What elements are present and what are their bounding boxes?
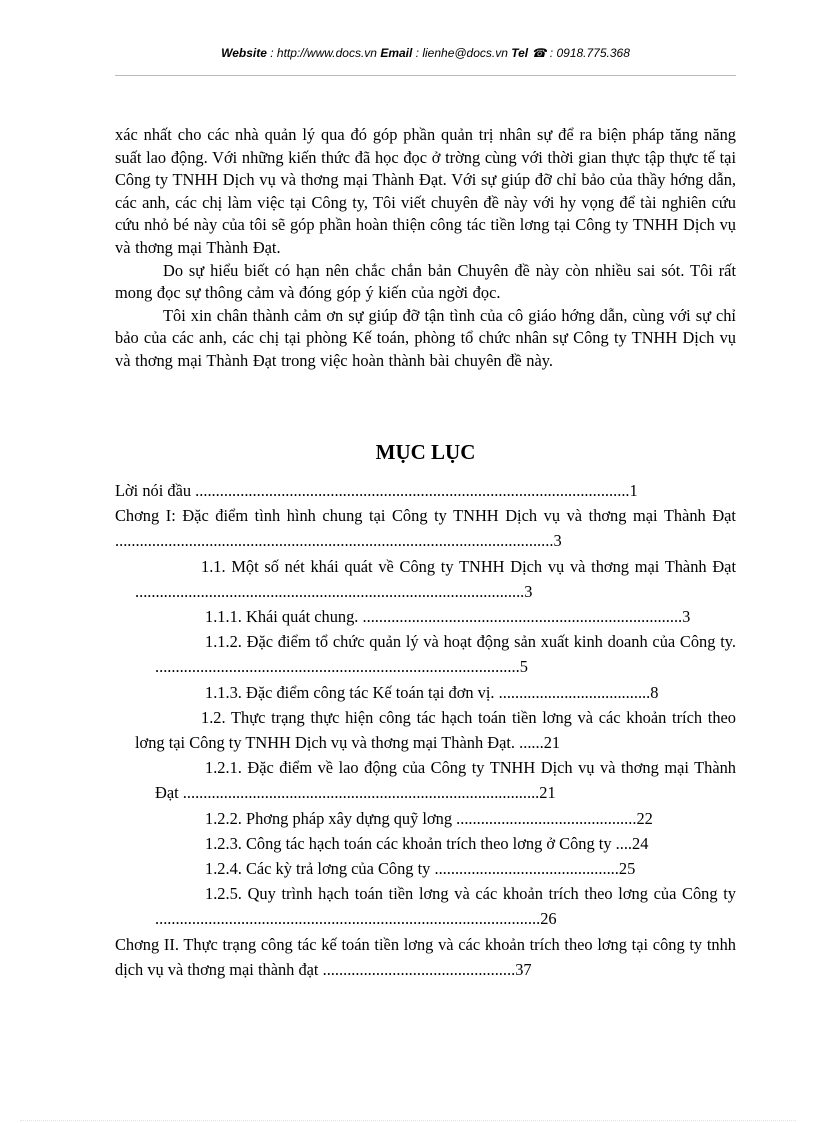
toc-entry[interactable]: 1.2.4. Các kỳ trả lơng của Công ty .............................................25 <box>205 859 636 879</box>
body-text <box>115 124 736 373</box>
table-of-contents <box>115 478 736 982</box>
paragraph-3: Tôi xin chân thành cảm ơn sự giúp đỡ tận tình của cô giáo hớng dẫn, cùng với sự chỉ bảo của các anh, các chị tại phòng Kế toán, phòng tổ chức nhân sự Công ty TNHH Dịch vụ và thơng mại Thành Đạt trong việc hoàn thành bài chuyên đề này. <box>115 305 736 370</box>
website-label: Website <box>221 46 267 60</box>
toc-entry[interactable]: 1.1.3. Đặc điểm công tác Kế toán tại đơn vị. .....................................8 <box>205 682 659 702</box>
paragraph-1: xác nhất cho các nhà quản lý qua đó góp phần quản trị nhân sự để ra biện pháp tăng năng suất lao động. Với những kiến thức đã học đọc ở trờng cùng với thời gian thực tập thực tế tại Công ty TNHH Dịch vụ và thơng mại Thành Đạt. Với sự giúp đỡ chỉ bảo của thầy hớng dẫn, các anh, các chị làm việc tại Công ty, Tôi viết chuyên đề này với hy vọng để tài nghiên cứu cứu nhỏ bé này của tôi sẽ góp phần hoàn thiện công tác tiền lơng tại Công ty TNHH Dịch vụ và thơng mại Thành Đạt. <box>115 125 736 257</box>
toc-entry[interactable]: Chơng I: Đặc điểm tình hình chung tại Công ty TNHH Dịch vụ và thơng mại Thành Đạt ...........................................................................................................3 <box>115 506 736 551</box>
toc-entry[interactable]: Lời nói đầu ..........................................................................................................1 <box>115 481 638 500</box>
toc-entry[interactable]: 1.2.5. Quy trình hạch toán tiền lơng và các khoản trích theo lơng của Công ty ..............................................................................................26 <box>155 884 736 929</box>
toc-entry[interactable]: 1.2. Thực trạng thực hiện công tác hạch toán tiền lơng và các khoản trích theo lơng tại Công ty TNHH Dịch vụ và thơng mại Thành Đạt. ......21 <box>135 707 736 753</box>
email-value: : lienhe@docs.vn <box>415 46 508 60</box>
page-header <box>115 46 736 60</box>
website-value: : http://www.docs.vn <box>270 46 377 60</box>
toc-entry[interactable]: Chơng II. Thực trạng công tác kế toán tiền lơng và các khoản trích theo lơng tại công ty tnhh dịch vụ và thơng mại thành đạt ...............................................37 <box>115 934 736 979</box>
toc-entry[interactable]: 1.1.1. Khái quát chung. ..............................................................................3 <box>205 607 691 627</box>
toc-entry[interactable]: 1.2.3. Công tác hạch toán các khoản trích theo lơng ở Công ty ....24 <box>205 833 649 853</box>
toc-entry[interactable]: 1.1. Một số nét khái quát về Công ty TNHH Dịch vụ và thơng mại Thành Đạt ...............................................................................................3 <box>135 556 736 601</box>
paragraph-2: Do sự hiểu biết có hạn nên chắc chắn bản Chuyên đề này còn nhiều sai sót. Tôi rất mong đọc sự thông cảm và đóng góp ý kiến của ngời đọc. <box>115 260 736 303</box>
toc-title: MỤC LỤC <box>375 440 476 464</box>
toc-entry[interactable]: 1.2.2. Phơng pháp xây dựng quỹ lơng ............................................22 <box>205 808 653 828</box>
email-label: Email <box>380 46 413 60</box>
toc-entry[interactable]: 1.1.2. Đặc điểm tổ chức quản lý và hoạt động sản xuất kinh doanh của Công ty. .........................................................................................5 <box>155 632 736 677</box>
phone-icon: ☎ <box>531 46 547 60</box>
tel-label: Tel <box>511 46 529 60</box>
footer-divider <box>20 1120 796 1121</box>
header-divider <box>115 75 736 76</box>
tel-value: : 0918.775.368 <box>549 46 630 60</box>
toc-entry[interactable]: 1.2.1. Đặc điểm về lao động của Công ty TNHH Dịch vụ và thơng mại Thành Đạt .......................................................................................21 <box>155 758 736 803</box>
